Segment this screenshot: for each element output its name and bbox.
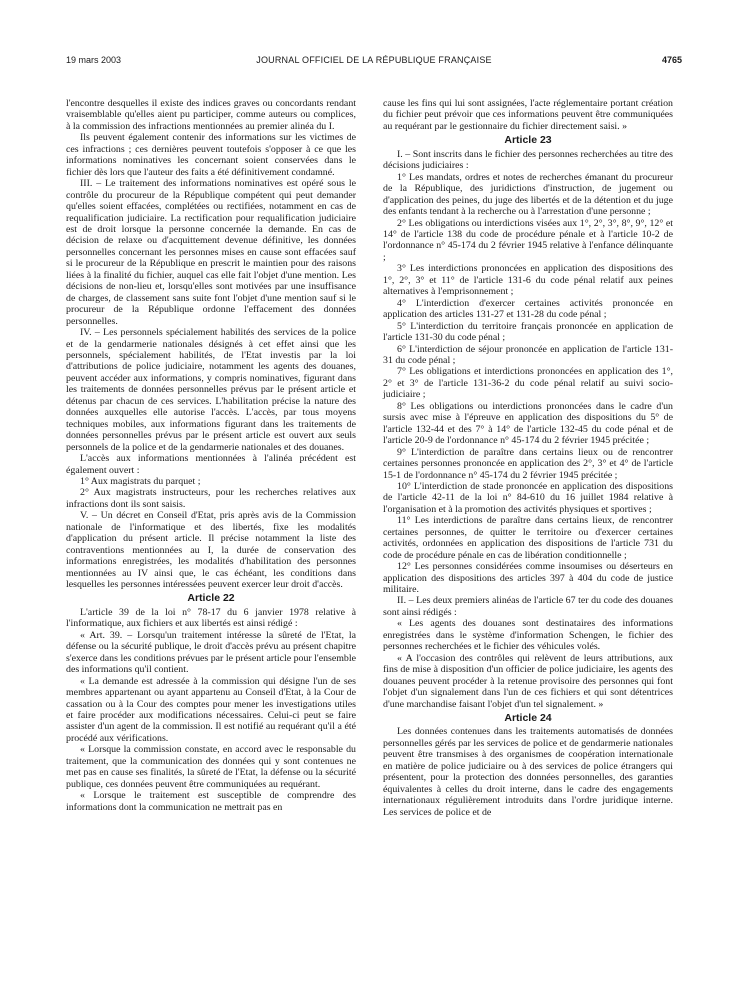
article-heading: Article 23: [504, 134, 552, 147]
paragraph: « Art. 39. – Lorsqu'un traitement intéresse la sûreté de l'Etat, la défense ou la sécurité publique, le droit d'accès prévu au présent chapitre s'exerce dans les conditions prévues par le présent article pour l'ensemble des informations qu'il contient.: [66, 629, 356, 676]
paragraph: 8° Les obligations ou interdictions prononcées dans le cadre d'un sursis avec mise à l'épreuve en application des dispositions du 5° de l'article 132-44 et des 7° à 14° de l'article 132-45 du code pénal et de l'article 20-9 de l'ordonnance n° 45-174 du 2 février 1945 précitée ;: [383, 400, 673, 447]
paragraph: 5° L'interdiction du territoire français prononcée en application de l'article 131-30 du code pénal ;: [383, 320, 673, 344]
paragraph: I. – Sont inscrits dans le fichier des personnes recherchées au titre des décisions judiciaires :: [383, 148, 673, 172]
paragraph: III. – Le traitement des informations nominatives est opéré sous le contrôle du procureur de la République compétent qui peut demander qu'elles soient effacées, complétées ou rectifiées, notamment en cas de requalification judiciaire. La rectification pour requalification judiciaire est de droit lorsque la personne concernée la demande. En cas de décision de relaxe ou d'acquittement devenue définitive, les données personnelles concernant les personnes mises en cause sont effacées sauf si le procureur de la République en prescrit le maintien pour des raisons liées à la finalité du fichier, auquel cas elle fait l'objet d'une mention. Les décisions de non-lieu et, lorsqu'elles sont motivées par une insuffisance de charges, de classement sans suite font l'objet d'une mention sauf si le procureur de la République ordonne l'effacement des données personnelles.: [66, 178, 356, 327]
paragraph: l'encontre desquelles il existe des indices graves ou concordants rendant vraisemblable qu'elles aient pu participer, comme auteurs ou complices, à la commission des infractions mentionnées au premier alinéa du I.: [66, 98, 356, 132]
paragraph: Les données contenues dans les traitements automatisés de données personnelles gérés par les services de police et de gendarmerie nationales peuvent être transmises à des organismes de coopération internationale en matière de police judiciaire ou à des services de police étrangers qui présentent, pour la protection des données personnelles, des garanties équivalentes à celles du droit interne, dans le cadre des engagements internationaux régulièrement introduits dans l'ordre juridique interne. Les services de police et de: [383, 726, 673, 818]
paragraph: « Les agents des douanes sont destinataires des informations enregistrées dans le système d'information Schengen, le fichier des personnes recherchées et le fichier des véhicules volés.: [383, 618, 673, 653]
paragraph: « La demande est adressée à la commission qui désigne l'un de ses membres appartenant ou ayant appartenu au Conseil d'Etat, à la Cour de cassation ou à la Cour des comptes pour mener les investigations utiles et faire procéder aux modifications nécessaires. Celui-ci peut se faire assister d'un agent de la commission. Il est notifié au requérant qu'il a été procédé aux vérifications.: [66, 675, 356, 744]
right-column: [383, 98, 673, 818]
article-heading: Article 24: [504, 712, 552, 725]
paragraph: « Lorsque le traitement est susceptible de comprendre des informations dont la communication ne mettrait pas en: [66, 790, 356, 813]
paragraph: 2° Aux magistrats instructeurs, pour les recherches relatives aux infractions dont ils sont saisis.: [66, 487, 356, 510]
paragraph: Ils peuvent également contenir des informations sur les victimes de ces infractions ; ces dernières peuvent toutefois s'opposer à ce que les informations nominatives les concernant soient conservées dans le fichier dès lors que l'auteur des faits a été définitivement condamné.: [66, 132, 356, 178]
paragraph: 10° L'interdiction de stade prononcée en application des dispositions de l'article 42-11 de la loi n° 84-610 du 16 juillet 1984 relative à l'organisation et à la promotion des activités physiques et sportives ;: [383, 480, 673, 515]
paragraph: L'article 39 de la loi n° 78-17 du 6 janvier 1978 relative à l'informatique, aux fichiers et aux libertés est ainsi rédigé :: [66, 606, 356, 630]
paragraph: 1° Aux magistrats du parquet ;: [80, 475, 201, 487]
paragraph: 12° Les personnes considérées comme insoumises ou déserteurs en application des dispositions des articles 397 à 404 du code de justice militaire.: [383, 561, 673, 596]
paragraph: « Lorsque la commission constate, en accord avec le responsable du traitement, que la communication des données qui y sont contenues ne met pas en cause ses finalités, la sûreté de l'Etat, la défense ou la sécurité publique, ces données peuvent être communiquées au requérant.: [66, 744, 356, 790]
paragraph: 3° Les interdictions prononcées en application des dispositions des 1°, 2°, 3° et 11° de l'article 131-6 du code pénal relatif aux peines alternatives à l'emprisonnement ;: [383, 263, 673, 298]
paragraph: 9° L'interdiction de paraître dans certains lieux ou de rencontrer certaines personnes prononcée en application des 2°, 3° et 4° de l'article 15-1 de l'ordonnance n° 45-174 du 2 février 1945 précitée ;: [383, 446, 673, 481]
paragraph: V. – Un décret en Conseil d'Etat, pris après avis de la Commission nationale de l'informatique et des libertés, fixe les modalités d'application du présent article. Il précise notamment la liste des contraventions mentionnées au I, la durée de conservation des informations enregistrées, les modalités d'habilitation des personnes mentionnées au IV ainsi que, le cas échéant, les conditions dans lesquelles les personnes intéressées peuvent exercer leur droit d'accès.: [66, 510, 356, 591]
paragraph: II. – Les deux premiers alinéas de l'article 67 ter du code des douanes sont ainsi rédigés :: [383, 595, 673, 618]
paragraph: 2° Les obligations ou interdictions visées aux 1°, 2°, 3°, 8°, 9°, 12° et 14° de l'article 138 du code de procédure pénale et à l'article 10-2 de l'ordonnance n° 45-174 du 2 février 1945 relative à l'enfance délinquante ;: [383, 217, 673, 263]
header-date: 19 mars 2003: [66, 55, 122, 65]
left-column: [66, 98, 356, 813]
paragraph: L'accès aux informations mentionnées à l'alinéa précédent est également ouvert :: [66, 453, 356, 476]
page-number: 4765: [661, 55, 682, 65]
paragraph: cause les fins qui lui sont assignées, l'acte réglementaire portant création du fichier peut prévoir que ces informations peuvent être communiquées au requérant par le gestionnaire du fichier directement saisi. »: [383, 98, 673, 132]
page-header: [66, 55, 682, 69]
paragraph: 4° L'interdiction d'exercer certaines activités prononcée en application des articles 131-27 et 131-28 du code pénal ;: [383, 297, 673, 321]
paragraph: 1° Les mandats, ordres et notes de recherches émanant du procureur de la République, des juridictions d'instruction, de jugement ou d'application des peines, du juge des libertés et de la détention et du juge des enfants tendant à la recherche ou à l'arrestation d'une personne ;: [383, 171, 673, 218]
header-title: JOURNAL OFFICIEL DE LA RÉPUBLIQUE FRANÇAISE: [256, 55, 492, 65]
paragraph: 6° L'interdiction de séjour prononcée en application de l'article 131-31 du code pénal ;: [383, 343, 673, 366]
paragraph: IV. – Les personnels spécialement habilités des services de la police et de la gendarmerie nationales désignés à cet effet ainsi que les personnels, spécialement habilités, de l'Etat investis par la loi d'attributions de police judiciaire, notamment les agents des douanes, peuvent accéder aux informations, y compris nominatives, figurant dans les traitements de données personnelles prévus par le présent article et détenus par chacun de ces services. L'habilitation précise la nature des données auxquelles elle autorise l'accès. L'accès, par tous moyens techniques mobiles, aux informations figurant dans les traitements de données personnelles prévus par le présent article est ouvert aux seuls personnels de la police et de la gendarmerie nationales et des douanes.: [66, 327, 356, 453]
article-heading: Article 22: [187, 592, 235, 605]
paragraph: 11° Les interdictions de paraître dans certains lieux, de rencontrer certaines personnes, de quitter le territoire ou d'exercer certaines activités, ordonnées en application des dispositions de l'article 731 du code de procédure pénale en cas de libération conditionnelle ;: [383, 515, 673, 561]
paragraph: « A l'occasion des contrôles qui relèvent de leurs attributions, aux fins de mise à disposition d'un officier de police judiciaire, les agents des douanes peuvent procéder à la retenue provisoire des personnes qui font l'objet d'un signalement dans l'un de ces fichiers et qui sont détentrices d'une marchandise faisant l'objet d'un tel signalement. »: [383, 652, 673, 710]
paragraph: 7° Les obligations et interdictions prononcées en application des 1°, 2° et 3° de l'article 131-36-2 du code pénal relatif au suivi socio-judiciaire ;: [383, 366, 673, 401]
